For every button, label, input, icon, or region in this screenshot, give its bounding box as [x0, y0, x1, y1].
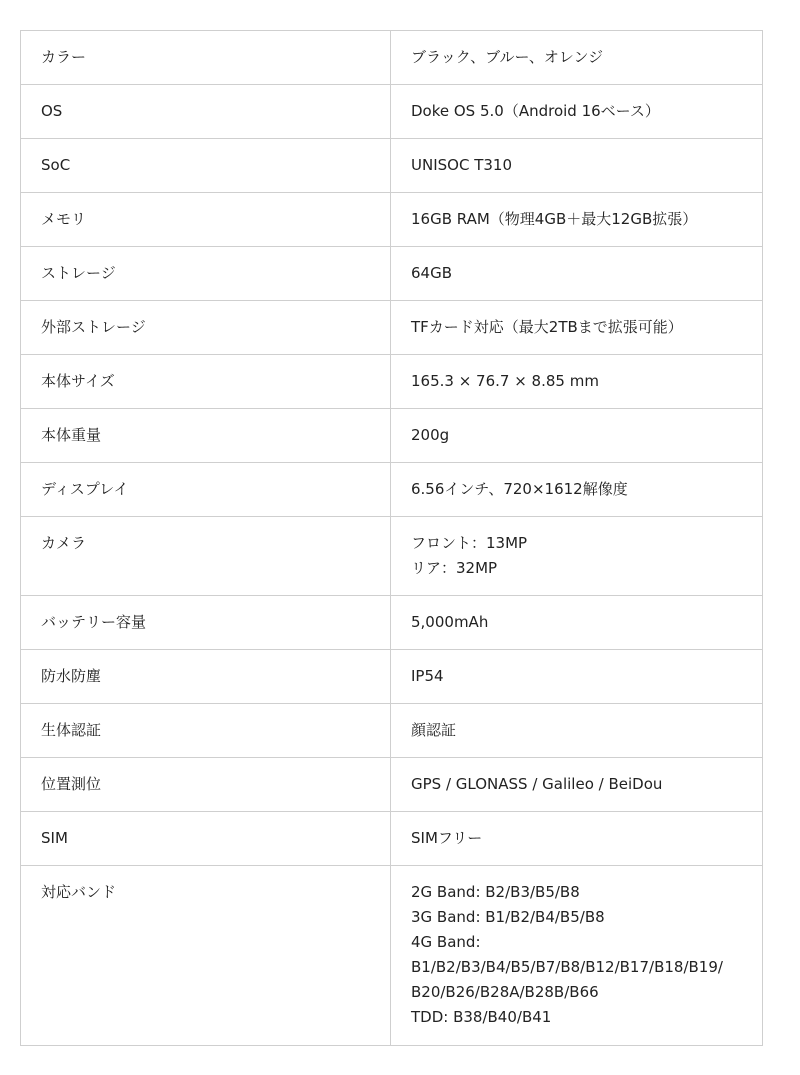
- spec-value-line: 4G Band:: [411, 933, 481, 951]
- spec-label: OS: [21, 85, 391, 139]
- spec-value-line: 5,000mAh: [411, 613, 489, 631]
- spec-row-battery: [21, 596, 763, 650]
- spec-row-biometrics: [21, 704, 763, 758]
- spec-value-line: B20/B26/B28A/B28B/B66: [411, 983, 599, 1001]
- spec-value-line: 165.3 × 76.7 × 8.85 mm: [411, 372, 599, 390]
- spec-value: [391, 247, 763, 301]
- spec-value-line: IP54: [411, 667, 444, 685]
- spec-label: 生体認証: [21, 704, 391, 758]
- spec-row-size: [21, 355, 763, 409]
- spec-row-color: [21, 31, 763, 85]
- spec-value-line: SIMフリー: [411, 829, 483, 847]
- spec-label: ディスプレイ: [21, 463, 391, 517]
- spec-value: [391, 193, 763, 247]
- spec-row-display: [21, 463, 763, 517]
- spec-row-bands: [21, 866, 763, 1046]
- spec-row-external-storage: [21, 301, 763, 355]
- spec-value-line: GPS / GLONASS / Galileo / BeiDou: [411, 775, 663, 793]
- spec-value: [391, 409, 763, 463]
- spec-row-soc: [21, 139, 763, 193]
- spec-label: 外部ストレージ: [21, 301, 391, 355]
- spec-value-line: Doke OS 5.0（Android 16ベース）: [411, 102, 660, 120]
- spec-label: カメラ: [21, 517, 391, 596]
- spec-value-line: UNISOC T310: [411, 156, 512, 174]
- spec-label: 防水防塵: [21, 650, 391, 704]
- spec-row-weight: [21, 409, 763, 463]
- spec-label: 対応バンド: [21, 866, 391, 1046]
- spec-value: [391, 758, 763, 812]
- spec-value-line: 6.56インチ、720×1612解像度: [411, 480, 628, 498]
- spec-value-line: B1/B2/B3/B4/B5/B7/B8/B12/B17/B18/B19/: [411, 958, 723, 976]
- spec-value-line: 3G Band: B1/B2/B4/B5/B8: [411, 908, 605, 926]
- spec-row-sim: [21, 812, 763, 866]
- spec-label: 位置測位: [21, 758, 391, 812]
- spec-value-line: リア：32MP: [411, 559, 498, 577]
- spec-value: [391, 596, 763, 650]
- spec-row-waterproof: [21, 650, 763, 704]
- spec-row-memory: [21, 193, 763, 247]
- spec-value-line: 16GB RAM（物理4GB＋最大12GB拡張）: [411, 210, 698, 228]
- spec-label: メモリ: [21, 193, 391, 247]
- spec-row-positioning: [21, 758, 763, 812]
- spec-value-line: TDD: B38/B40/B41: [411, 1008, 552, 1026]
- spec-label: ストレージ: [21, 247, 391, 301]
- spec-value: [391, 866, 763, 1046]
- spec-value-line: フロント：13MP: [411, 534, 528, 552]
- spec-value-line: 2G Band: B2/B3/B5/B8: [411, 883, 580, 901]
- spec-value: [391, 355, 763, 409]
- spec-value-line: 64GB: [411, 264, 453, 282]
- spec-table: [20, 30, 763, 1046]
- spec-label: SIM: [21, 812, 391, 866]
- spec-value: [391, 650, 763, 704]
- spec-row-camera: [21, 517, 763, 596]
- spec-label: 本体サイズ: [21, 355, 391, 409]
- spec-value: [391, 31, 763, 85]
- spec-value: [391, 517, 763, 596]
- spec-value: [391, 139, 763, 193]
- spec-value: [391, 463, 763, 517]
- spec-value: [391, 85, 763, 139]
- spec-value-line: 200g: [411, 426, 450, 444]
- spec-row-os: [21, 85, 763, 139]
- spec-value-line: ブラック、ブルー、オレンジ: [411, 48, 604, 66]
- spec-value: [391, 812, 763, 866]
- spec-label: カラー: [21, 31, 391, 85]
- spec-value: [391, 704, 763, 758]
- spec-label: SoC: [21, 139, 391, 193]
- spec-value: [391, 301, 763, 355]
- spec-row-storage: [21, 247, 763, 301]
- spec-value-line: 顔認証: [411, 721, 457, 739]
- spec-value-line: TFカード対応（最大2TBまで拡張可能）: [411, 318, 683, 336]
- spec-label: バッテリー容量: [21, 596, 391, 650]
- spec-label: 本体重量: [21, 409, 391, 463]
